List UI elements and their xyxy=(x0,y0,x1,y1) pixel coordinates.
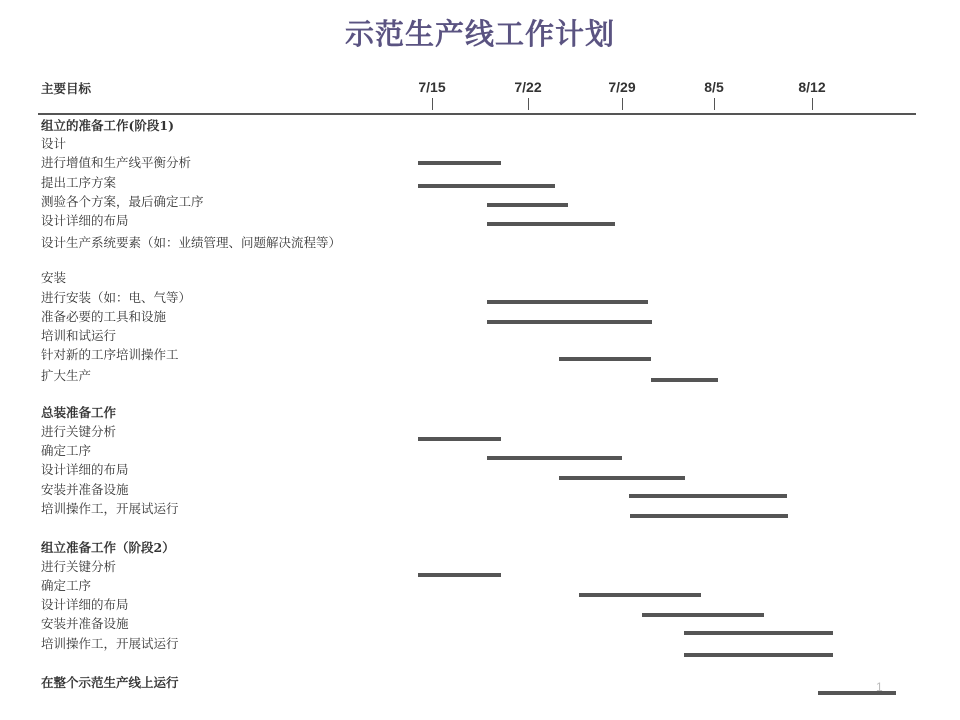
task-label: 进行关键分析 xyxy=(41,559,117,574)
date-label: 7/22 xyxy=(514,79,542,95)
gantt-bar xyxy=(818,691,896,695)
date-label: 8/12 xyxy=(798,79,826,95)
gantt-bar xyxy=(630,514,788,518)
gantt-bar xyxy=(418,161,500,165)
date-label: 8/5 xyxy=(704,79,724,95)
gantt-bar xyxy=(418,573,500,577)
task-label: 安装并准备设施 xyxy=(41,482,129,497)
date-tick xyxy=(714,98,715,110)
task-label: 针对新的工序培训操作工 xyxy=(41,347,179,362)
date-label: 7/15 xyxy=(418,79,446,95)
task-label: 培训和试运行 xyxy=(41,328,117,343)
section-heading: 组立准备工作（阶段2） xyxy=(41,540,175,555)
gantt-bar xyxy=(651,378,718,382)
gantt-bar xyxy=(418,184,555,188)
task-label: 确定工序 xyxy=(41,578,92,593)
page-number: 1 xyxy=(876,680,883,694)
task-label: 测验各个方案，最后确定工序 xyxy=(41,194,204,209)
gantt-bar xyxy=(487,456,622,460)
page-title: 示范生产线工作计划 xyxy=(344,17,615,51)
objectives-header: 主要目标 xyxy=(41,81,92,96)
task-label: 进行增值和生产线平衡分析 xyxy=(41,155,192,170)
date-tick xyxy=(432,98,433,110)
gantt-bar xyxy=(629,494,787,498)
task-label: 培训操作工，开展试运行 xyxy=(41,501,179,516)
section-heading: 在整个示范生产线上运行 xyxy=(41,675,179,690)
gantt-bar xyxy=(579,593,701,597)
date-tick xyxy=(622,98,623,110)
date-label: 7/29 xyxy=(608,79,636,95)
task-label: 提出工序方案 xyxy=(41,175,117,190)
gantt-bar xyxy=(559,476,685,480)
section-heading: 总装准备工作 xyxy=(41,405,117,420)
header-divider xyxy=(38,113,916,115)
task-label: 设计详细的布局 xyxy=(41,213,129,228)
date-tick xyxy=(812,98,813,110)
task-label: 培训操作工，开展试运行 xyxy=(41,636,179,651)
gantt-bar xyxy=(487,320,652,324)
gantt-bar xyxy=(684,653,833,657)
gantt-bar xyxy=(487,222,615,226)
gantt-bar xyxy=(684,631,833,635)
task-label: 设计详细的布局 xyxy=(41,462,129,477)
task-label: 进行关键分析 xyxy=(41,424,117,439)
task-label: 准备必要的工具和设施 xyxy=(41,309,167,324)
gantt-bar xyxy=(559,357,651,361)
task-label: 安装并准备设施 xyxy=(41,616,129,631)
task-label: 进行安装（如：电、气等） xyxy=(41,290,192,305)
gantt-bar xyxy=(642,613,765,617)
gantt-bar xyxy=(487,300,648,304)
date-tick xyxy=(528,98,529,110)
task-label: 设计详细的布局 xyxy=(41,597,129,612)
section-heading: 组立的准备工作(阶段1) xyxy=(41,118,175,133)
gantt-bar xyxy=(487,203,568,207)
task-label: 设计 xyxy=(41,136,67,151)
task-label: 安装 xyxy=(41,270,67,285)
gantt-bar xyxy=(418,437,500,441)
task-label: 扩大生产 xyxy=(41,368,92,383)
task-label: 设计生产系统要素（如：业绩管理、问题解决流程等） xyxy=(41,235,342,250)
task-label: 确定工序 xyxy=(41,443,92,458)
